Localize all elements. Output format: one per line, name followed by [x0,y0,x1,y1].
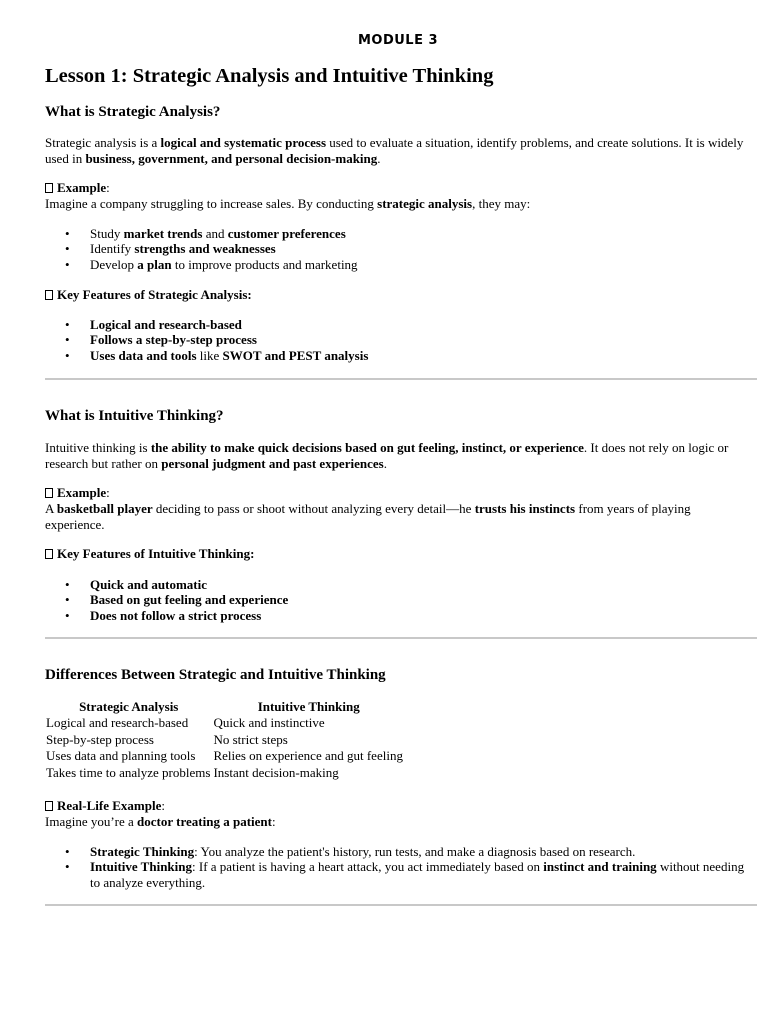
intuitive-features-heading: Key Features of Intuitive Thinking: [45,546,745,562]
table-cell: Step-by-step process [46,731,154,747]
comparison-table [45,699,405,781]
list-item: • Develop a plan to improve products and marketing [45,257,757,272]
list-item: • Strategic Thinking: You analyze the patient's history, run tests, and make a diagnosis based on research. [45,844,757,859]
table-cell: Logical and research-based [46,715,189,730]
strategic-features-heading: Key Features of Strategic Analysis: [45,287,745,303]
placeholder-glyph-icon [45,183,53,193]
table-row [45,765,405,782]
list-item: • Logical and research-based [45,317,757,332]
table-row [45,732,405,749]
example-label: Example: [45,180,745,196]
example-label: Example: [45,485,745,501]
example-text: Imagine a company struggling to increase sales. By conducting strategic analysis, they may: [45,196,531,211]
section-divider [45,904,757,906]
section-divider [45,378,757,380]
table-header-row [45,699,405,715]
intuitive-features-list [45,577,757,623]
placeholder-glyph-icon [45,549,53,559]
strategic-analysis-heading: What is Strategic Analysis? [45,104,221,120]
table-cell: Takes time to analyze problems [46,764,211,780]
strategic-analysis-intro: Strategic analysis is a logical and systematic process used to evaluate a situation, identify problems, and create solutions. It is widely used in business, government, and personal decision-making. [45,135,744,166]
list-item: • Follows a step-by-step process [45,332,757,347]
list-item: • Based on gut feeling and experience [45,592,757,607]
placeholder-glyph-icon [45,290,53,300]
list-item: • Identify strengths and weaknesses [45,241,757,256]
list-item: • Uses data and tools like SWOT and PEST analysis [45,348,757,363]
table-header-cell: Intuitive Thinking [257,699,360,714]
list-item: • Does not follow a strict process [45,608,757,623]
table-row [45,748,405,765]
table-cell: Quick and instinctive [213,715,325,730]
real-life-example-text: Imagine you’re a doctor treating a patient: [45,814,276,829]
module-label: MODULE 3 [357,33,439,48]
intuitive-thinking-intro: Intuitive thinking is the ability to make quick decisions based on gut feeling, instinct, or experience. It does not rely on logic or research but rather on personal judgment and past experiences. [45,440,729,471]
list-item: • Intuitive Thinking: If a patient is having a heart attack, you act immediately based on instinct and training without needing to analyze everything. [45,859,757,890]
table-cell: Relies on experience and gut feeling [213,748,403,763]
section-divider [45,637,757,639]
intuitive-thinking-heading: What is Intuitive Thinking? [45,408,224,424]
table-row [45,715,405,732]
real-life-example-label: Real-Life Example: [45,798,745,814]
placeholder-glyph-icon [45,488,53,498]
example-text: A basketball player deciding to pass or shoot without analyzing every detail—he trusts his instincts from years of playing experience. [45,501,691,532]
lesson-title: Lesson 1: Strategic Analysis and Intuitive Thinking [45,65,494,87]
table-cell: No strict steps [213,731,288,747]
placeholder-glyph-icon [45,801,53,811]
table-cell: Uses data and planning tools [46,748,196,763]
differences-heading: Differences Between Strategic and Intuitive Thinking [45,667,386,683]
strategic-example-list [45,226,757,272]
table-cell: Instant decision-making [213,764,339,780]
list-item: • Quick and automatic [45,577,757,592]
real-life-example-list [45,844,757,890]
table-header-cell: Strategic Analysis [79,699,179,714]
list-item: • Study market trends and customer preferences [45,226,757,241]
strategic-features-list [45,317,757,363]
